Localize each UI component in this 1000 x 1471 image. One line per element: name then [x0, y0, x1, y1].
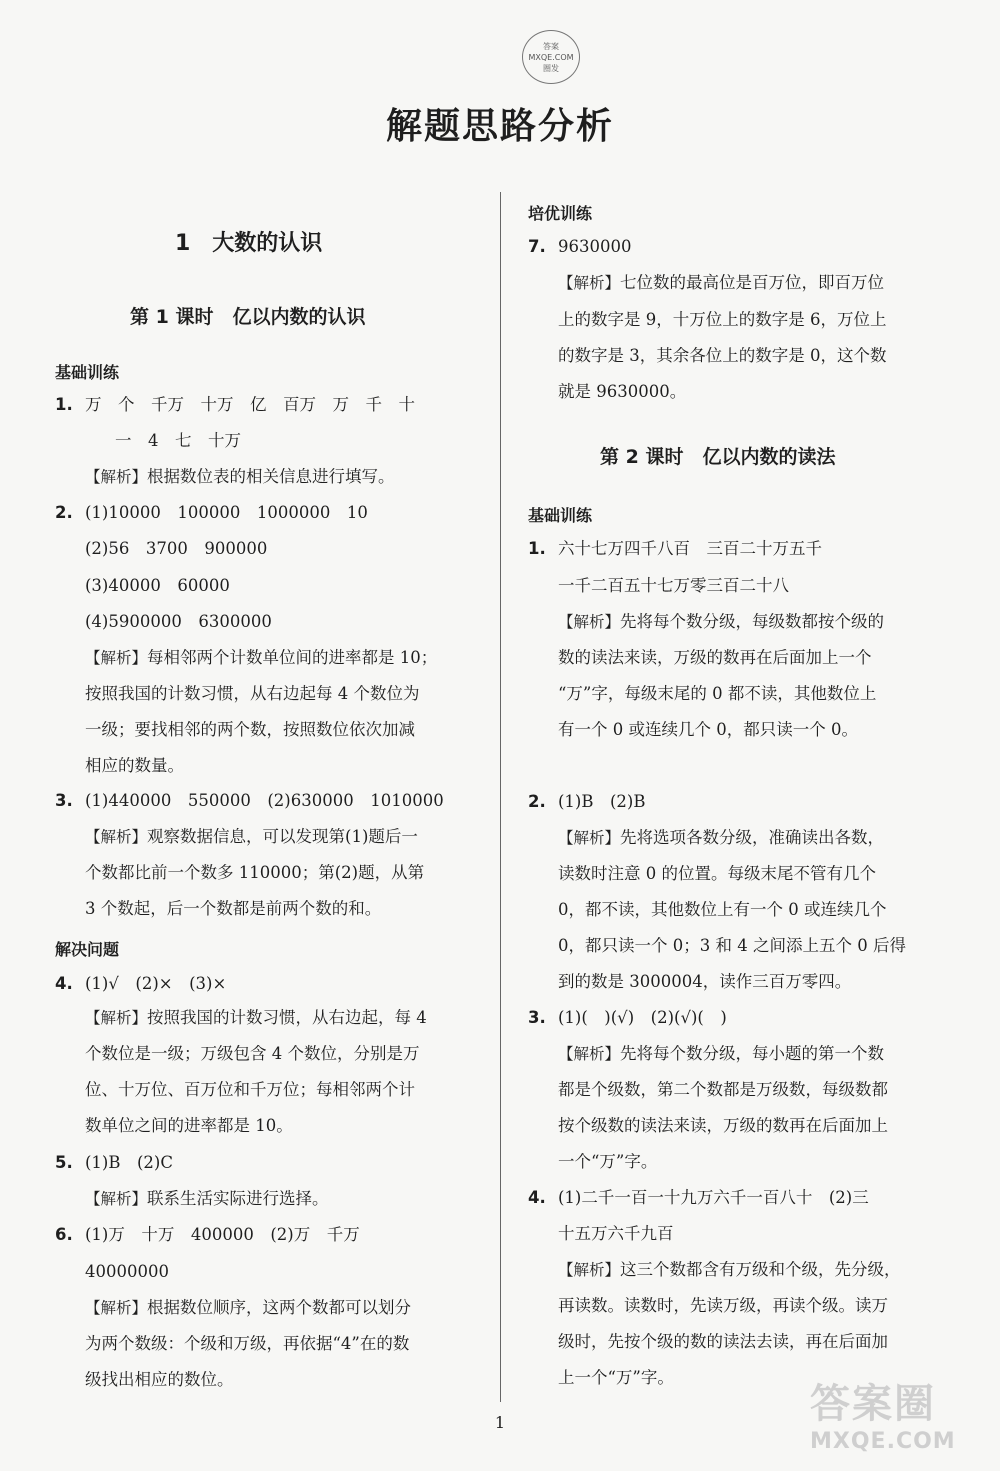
analysis-line: 按个级数的读法来读，万级的数再在后面加上 [558, 1116, 888, 1135]
answer-line: 十五万六千九百 [558, 1224, 674, 1243]
answer-line: 六十七万四千八百 三百二十万五千 [558, 539, 822, 558]
analysis-line: 0，都不读，其他数位上有一个 0 或连续几个 [558, 900, 887, 919]
watermark-text: 答案圈 [810, 1381, 936, 1427]
answer-line: 一 4 七 十万 [115, 431, 241, 450]
analysis-line [558, 273, 884, 293]
analysis-text: 先将选项各数分级，准确读出各数， [620, 828, 885, 847]
analysis-line: 级找出相应的数位。 [85, 1370, 234, 1389]
question-number: 5. [55, 1153, 73, 1172]
analysis-line [85, 1189, 329, 1209]
watermark-logo [810, 1380, 985, 1462]
analysis-line: 一级；要找相邻的两个数，按照数位依次加减 [85, 720, 415, 739]
analysis-line [85, 827, 418, 847]
analysis-tag: 【解析】 [558, 829, 621, 847]
question-number: 3. [55, 791, 73, 810]
lesson-title: 第 1 课时 亿以内数的认识 [130, 306, 366, 328]
analysis-line: 就是 9630000。 [558, 382, 687, 401]
question-number: 1. [55, 395, 73, 414]
page-title: 解题思路分析 [385, 106, 614, 147]
analysis-tag: 【解析】 [85, 1009, 148, 1027]
analysis-line: 数的读法来读，万级的数再在后面加上一个 [558, 648, 872, 667]
analysis-line: 为两个数级：个级和万级，再依据“4”在的数 [85, 1334, 410, 1353]
analysis-line: 按照我国的计数习惯，从右边起每 4 个数位为 [85, 684, 420, 703]
analysis-line [558, 1044, 884, 1064]
section-heading: 培优训练 [528, 204, 593, 223]
analysis-line: 数单位之间的进率都是 10。 [85, 1116, 293, 1135]
analysis-tag: 【解析】 [558, 1045, 621, 1063]
watermark-text: MXQE.COM [810, 1429, 956, 1454]
answer-line: 40000000 [85, 1262, 169, 1281]
question-number: 1. [528, 539, 546, 558]
analysis-line [85, 467, 395, 487]
question-number: 3. [528, 1008, 546, 1027]
answer-line: (3)40000 60000 [85, 576, 230, 595]
analysis-text: 每相邻两个计数单位间的进率都是 10； [147, 648, 438, 667]
analysis-line: 个数都比前一个数多 110000；第(2)题，从第 [85, 863, 425, 882]
question-number: 2. [528, 792, 546, 811]
analysis-line: 上一个“万”字。 [558, 1368, 674, 1387]
analysis-tag: 【解析】 [85, 1190, 148, 1208]
question-number: 7. [528, 237, 546, 256]
analysis-line [558, 612, 884, 632]
analysis-line [85, 1008, 427, 1028]
analysis-line [558, 828, 884, 848]
analysis-line: 都是个级数，第二个数都是万级数，每级数都 [558, 1080, 888, 1099]
answer-line: (1)( )(√) (2)(√)( ) [558, 1008, 727, 1027]
analysis-tag: 【解析】 [558, 274, 621, 292]
analysis-line: 再读数。读数时，先读万级，再读个级。读万 [558, 1296, 888, 1315]
analysis-text: 根据数位顺序，这两个数都可以划分 [147, 1298, 412, 1317]
analysis-text: 先将每个数分级，每级数都按个级的 [620, 612, 885, 631]
analysis-line: 的数字是 3，其余各位上的数字是 0，这个数 [558, 346, 887, 365]
analysis-line: 个数位是一级；万级包含 4 个数位，分别是万 [85, 1044, 420, 1063]
analysis-line [85, 648, 437, 668]
answer-line: (2)56 3700 900000 [85, 539, 268, 558]
analysis-tag: 【解析】 [85, 468, 148, 486]
analysis-tag: 【解析】 [85, 828, 148, 846]
stamp-text: 答案 [543, 41, 559, 51]
question-number: 6. [55, 1225, 73, 1244]
answer-line: (4)5900000 6300000 [85, 612, 272, 631]
analysis-line: 有一个 0 或连续几个 0，都只读一个 0。 [558, 720, 858, 739]
answer-line: (1)440000 550000 (2)630000 1010000 [85, 791, 444, 810]
analysis-text: 这三个数都含有万级和个级，先分级， [620, 1260, 901, 1279]
answer-line: 9630000 [558, 237, 632, 256]
answer-line: 万 个 千万 十万 亿 百万 万 千 十 [85, 395, 415, 414]
answer-line: 一千二百五十七万零三百二十八 [558, 576, 789, 595]
analysis-line: 0，都只读一个 0；3 和 4 之间添上五个 0 后得 [558, 936, 906, 955]
seal-stamp [522, 30, 580, 84]
page-number: 1 [494, 1413, 506, 1432]
analysis-text: 联系生活实际进行选择。 [147, 1189, 329, 1208]
question-number: 2. [55, 503, 73, 522]
stamp-text: MXQE.COM [528, 52, 574, 62]
analysis-line: 级时，先按个级的数的读法去读，再在后面加 [558, 1332, 888, 1351]
analysis-text: 按照我国的计数习惯，从右边起，每 4 [147, 1008, 427, 1027]
question-number: 4. [55, 974, 73, 993]
analysis-tag: 【解析】 [558, 613, 621, 631]
answer-line: (1)B (2)C [85, 1153, 173, 1172]
analysis-line: 3 个数起，后一个数都是前两个数的和。 [85, 899, 382, 918]
lesson-title: 第 2 课时 亿以内数的读法 [600, 446, 836, 468]
analysis-line: 上的数字是 9，十万位上的数字是 6，万位上 [558, 310, 887, 329]
analysis-line [558, 1260, 901, 1280]
section-heading: 基础训练 [55, 363, 120, 382]
analysis-line: 相应的数量。 [85, 756, 184, 775]
analysis-line: “万”字，每级末尾的 0 都不读，其他数位上 [558, 684, 877, 703]
answer-line: (1)10000 100000 1000000 10 [85, 503, 368, 522]
section-heading: 基础训练 [528, 506, 593, 525]
analysis-tag: 【解析】 [85, 1299, 148, 1317]
analysis-text: 先将每个数分级，每小题的第一个数 [620, 1044, 885, 1063]
analysis-line: 读数时注意 0 的位置。每级末尾不管有几个 [558, 864, 876, 883]
column-divider [500, 192, 501, 1402]
chapter-title: 1 大数的认识 [175, 231, 323, 256]
stamp-text: 圈发 [543, 63, 559, 73]
analysis-text: 根据数位表的相关信息进行填写。 [147, 467, 395, 486]
analysis-tag: 【解析】 [85, 649, 148, 667]
answer-line: (1)√ (2)× (3)× [85, 974, 227, 993]
analysis-line: 位、十万位、百万位和千万位；每相邻两个计 [85, 1080, 415, 1099]
analysis-text: 七位数的最高位是百万位，即百万位 [620, 273, 885, 292]
answer-line: (1)B (2)B [558, 792, 646, 811]
answer-line: (1)万 十万 400000 (2)万 千万 [85, 1225, 360, 1244]
analysis-line [85, 1298, 411, 1318]
analysis-line: 到的数是 3000004，读作三百万零四。 [558, 972, 852, 991]
question-number: 4. [528, 1188, 546, 1207]
answer-line: (1)二千一百一十九万六千一百八十 (2)三 [558, 1188, 869, 1207]
analysis-text: 观察数据信息，可以发现第(1)题后一 [147, 827, 418, 846]
analysis-tag: 【解析】 [558, 1261, 621, 1279]
section-heading: 解决问题 [55, 940, 120, 959]
analysis-line: 一个“万”字。 [558, 1152, 658, 1171]
